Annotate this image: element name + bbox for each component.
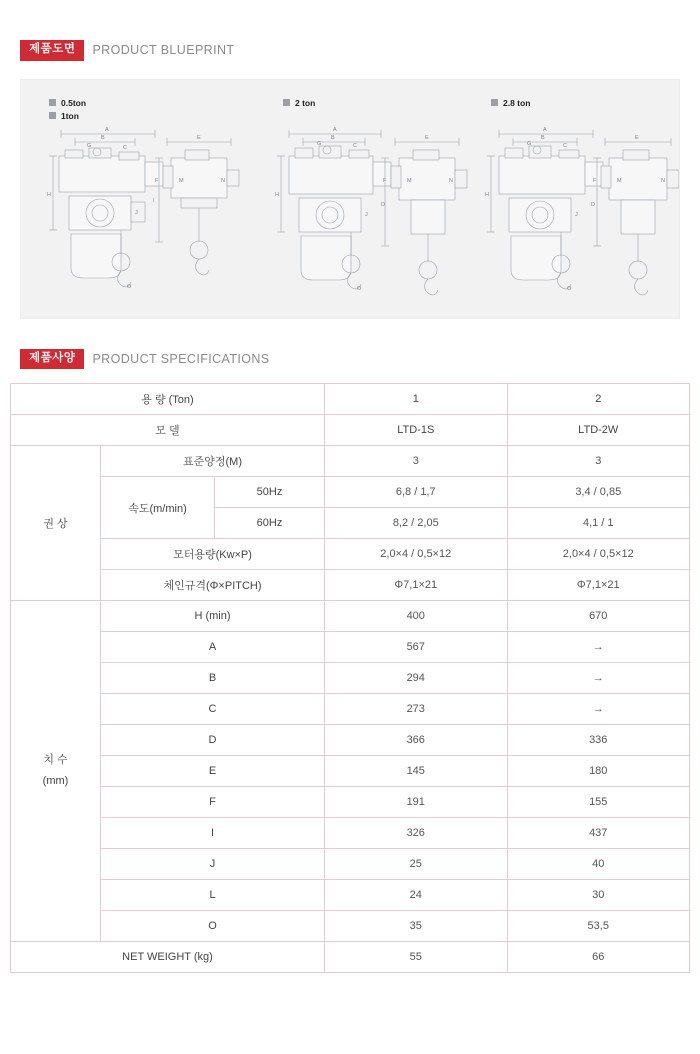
- cell-value: →: [507, 632, 690, 663]
- legend-swatch-icon: [283, 99, 290, 106]
- cell-value: →: [507, 694, 690, 725]
- model-label: 모 델: [11, 415, 325, 446]
- cell-value: 273: [325, 694, 508, 725]
- svg-text:O: O: [127, 283, 132, 290]
- row-label-dim: A: [101, 632, 325, 663]
- svg-text:J: J: [135, 209, 138, 216]
- svg-text:J: J: [575, 211, 578, 218]
- cell-value: 4,1 / 1: [507, 508, 690, 539]
- cell-value: 2,0×4 / 0,5×12: [325, 539, 508, 570]
- cell-value: →: [507, 663, 690, 694]
- svg-text:H: H: [275, 191, 279, 198]
- cell-value: 66: [507, 942, 690, 973]
- cell-value: 567: [325, 632, 508, 663]
- blueprint-drawing-1: [35, 122, 247, 312]
- capacity-label: 용 량 (Ton): [11, 384, 325, 415]
- group-label-hoist: 권 상: [11, 446, 101, 601]
- cell-value: 670: [507, 601, 690, 632]
- svg-text:A: A: [105, 126, 109, 133]
- cell-value: 366: [325, 725, 508, 756]
- group-label-dimensions: [11, 601, 101, 942]
- svg-text:M: M: [617, 177, 622, 184]
- svg-text:C: C: [353, 142, 357, 149]
- svg-text:A: A: [333, 126, 337, 133]
- svg-text:E: E: [635, 134, 639, 141]
- cell-value: 336: [507, 725, 690, 756]
- svg-text:D: D: [381, 201, 385, 208]
- svg-text:F: F: [593, 177, 597, 184]
- row-label-dim: D: [101, 725, 325, 756]
- row-label-dim: J: [101, 849, 325, 880]
- table-row: [11, 942, 690, 973]
- svg-text:N: N: [661, 177, 665, 184]
- row-label-dim: F: [101, 787, 325, 818]
- section-header-specs: [20, 319, 700, 370]
- cell-value: 40: [507, 849, 690, 880]
- cell-value: Φ7,1×21: [325, 570, 508, 601]
- legend-label: 1ton: [61, 110, 79, 121]
- blueprint-drawing-2: [269, 122, 474, 312]
- cell-value: 437: [507, 818, 690, 849]
- cell-value: 3: [507, 446, 690, 477]
- svg-text:F: F: [383, 177, 387, 184]
- blueprint-legend-1: [49, 98, 86, 124]
- row-label-net-weight: NET WEIGHT (kg): [11, 942, 325, 973]
- svg-text:C: C: [563, 142, 567, 149]
- svg-text:A: A: [543, 126, 547, 133]
- cell-value: 3: [325, 446, 508, 477]
- legend-swatch-icon: [49, 99, 56, 106]
- legend-swatch-icon: [491, 99, 498, 106]
- table-row: [11, 663, 690, 694]
- svg-text:E: E: [197, 134, 201, 141]
- svg-text:J: J: [365, 211, 368, 218]
- section-header-blueprint: [20, 0, 700, 61]
- cell-value: 400: [325, 601, 508, 632]
- section-badge-specs: 제품사양: [20, 349, 84, 370]
- blueprint-group-3: [477, 80, 680, 319]
- table-row: [11, 601, 690, 632]
- spec-table-wrapper: [10, 383, 690, 973]
- svg-text:H: H: [47, 191, 51, 198]
- svg-text:G: G: [527, 140, 532, 147]
- row-label-dim: E: [101, 756, 325, 787]
- table-row: [11, 539, 690, 570]
- svg-text:B: B: [331, 134, 335, 141]
- table-row: [11, 477, 690, 508]
- cell-value: 6,8 / 1,7: [325, 477, 508, 508]
- blueprint-panel: [20, 79, 680, 319]
- svg-text:O: O: [567, 285, 572, 292]
- row-sublabel-50hz: 50Hz: [215, 477, 325, 508]
- row-label-dim: B: [101, 663, 325, 694]
- group-label-dimensions-unit: (mm): [42, 775, 69, 787]
- svg-text:N: N: [449, 177, 453, 184]
- row-label-dim: L: [101, 880, 325, 911]
- table-row: [11, 849, 690, 880]
- svg-text:N: N: [221, 177, 225, 184]
- svg-text:H: H: [485, 191, 489, 198]
- svg-text:B: B: [101, 134, 105, 141]
- model-value-1: LTD-1S: [325, 415, 508, 446]
- table-row: [11, 787, 690, 818]
- cell-value: 2,0×4 / 0,5×12: [507, 539, 690, 570]
- table-row: [11, 756, 690, 787]
- row-label-motor-capacity: 모터용량(Kw×P): [101, 539, 325, 570]
- svg-text:G: G: [87, 142, 92, 149]
- cell-value: 326: [325, 818, 508, 849]
- svg-text:M: M: [179, 177, 184, 184]
- cell-value: 24: [325, 880, 508, 911]
- table-row: [11, 570, 690, 601]
- cell-value: 35: [325, 911, 508, 942]
- cell-value: Φ7,1×21: [507, 570, 690, 601]
- svg-text:O: O: [357, 285, 362, 292]
- svg-text:E: E: [425, 134, 429, 141]
- cell-value: 145: [325, 756, 508, 787]
- cell-value: 180: [507, 756, 690, 787]
- row-label-dim: H (min): [101, 601, 325, 632]
- model-value-2: LTD-2W: [507, 415, 690, 446]
- row-label-chain-spec: 체인규격(Φ×PITCH): [101, 570, 325, 601]
- legend-swatch-icon: [49, 112, 56, 119]
- legend-label: 2 ton: [295, 97, 316, 108]
- table-row: [11, 911, 690, 942]
- table-row: [11, 725, 690, 756]
- blueprint-group-1: [35, 80, 245, 319]
- cell-value: 25: [325, 849, 508, 880]
- section-title-blueprint: PRODUCT BLUEPRINT: [92, 43, 235, 58]
- row-label-standard-lift: 표준양정(M): [101, 446, 325, 477]
- cell-value: 53,5: [507, 911, 690, 942]
- row-sublabel-60hz: 60Hz: [215, 508, 325, 539]
- svg-text:G: G: [317, 140, 322, 147]
- svg-text:D: D: [591, 201, 595, 208]
- section-title-specs: PRODUCT SPECIFICATIONS: [92, 351, 270, 366]
- group-label-dimensions-text: 치 수: [43, 754, 68, 767]
- cell-value: 3,4 / 0,85: [507, 477, 690, 508]
- table-row: [11, 384, 690, 415]
- blueprint-drawing-3: [477, 122, 680, 312]
- svg-text:M: M: [407, 177, 412, 184]
- legend-label: 0.5ton: [61, 97, 87, 108]
- svg-text:I: I: [153, 197, 155, 204]
- legend-label: 2.8 ton: [503, 97, 531, 108]
- row-label-dim: C: [101, 694, 325, 725]
- svg-text:C: C: [123, 144, 127, 151]
- table-row: [11, 446, 690, 477]
- cell-value: 155: [507, 787, 690, 818]
- capacity-value-2: 2: [507, 384, 690, 415]
- table-row: [11, 415, 690, 446]
- product-specifications-table: [10, 383, 690, 973]
- cell-value: 55: [325, 942, 508, 973]
- cell-value: 8,2 / 2,05: [325, 508, 508, 539]
- capacity-value-1: 1: [325, 384, 508, 415]
- blueprint-group-2: [269, 80, 469, 319]
- row-label-dim: O: [101, 911, 325, 942]
- table-row: [11, 694, 690, 725]
- cell-value: 294: [325, 663, 508, 694]
- cell-value: 191: [325, 787, 508, 818]
- cell-value: 30: [507, 880, 690, 911]
- svg-text:F: F: [155, 177, 159, 184]
- table-row: [11, 632, 690, 663]
- table-row: [11, 880, 690, 911]
- section-badge-blueprint: 제품도면: [20, 40, 84, 61]
- row-label-dim: I: [101, 818, 325, 849]
- svg-text:B: B: [541, 134, 545, 141]
- table-row: [11, 818, 690, 849]
- blueprint-legend-2: [283, 98, 315, 111]
- row-label-speed: 속도(m/min): [101, 477, 215, 539]
- blueprint-legend-3: [491, 98, 530, 111]
